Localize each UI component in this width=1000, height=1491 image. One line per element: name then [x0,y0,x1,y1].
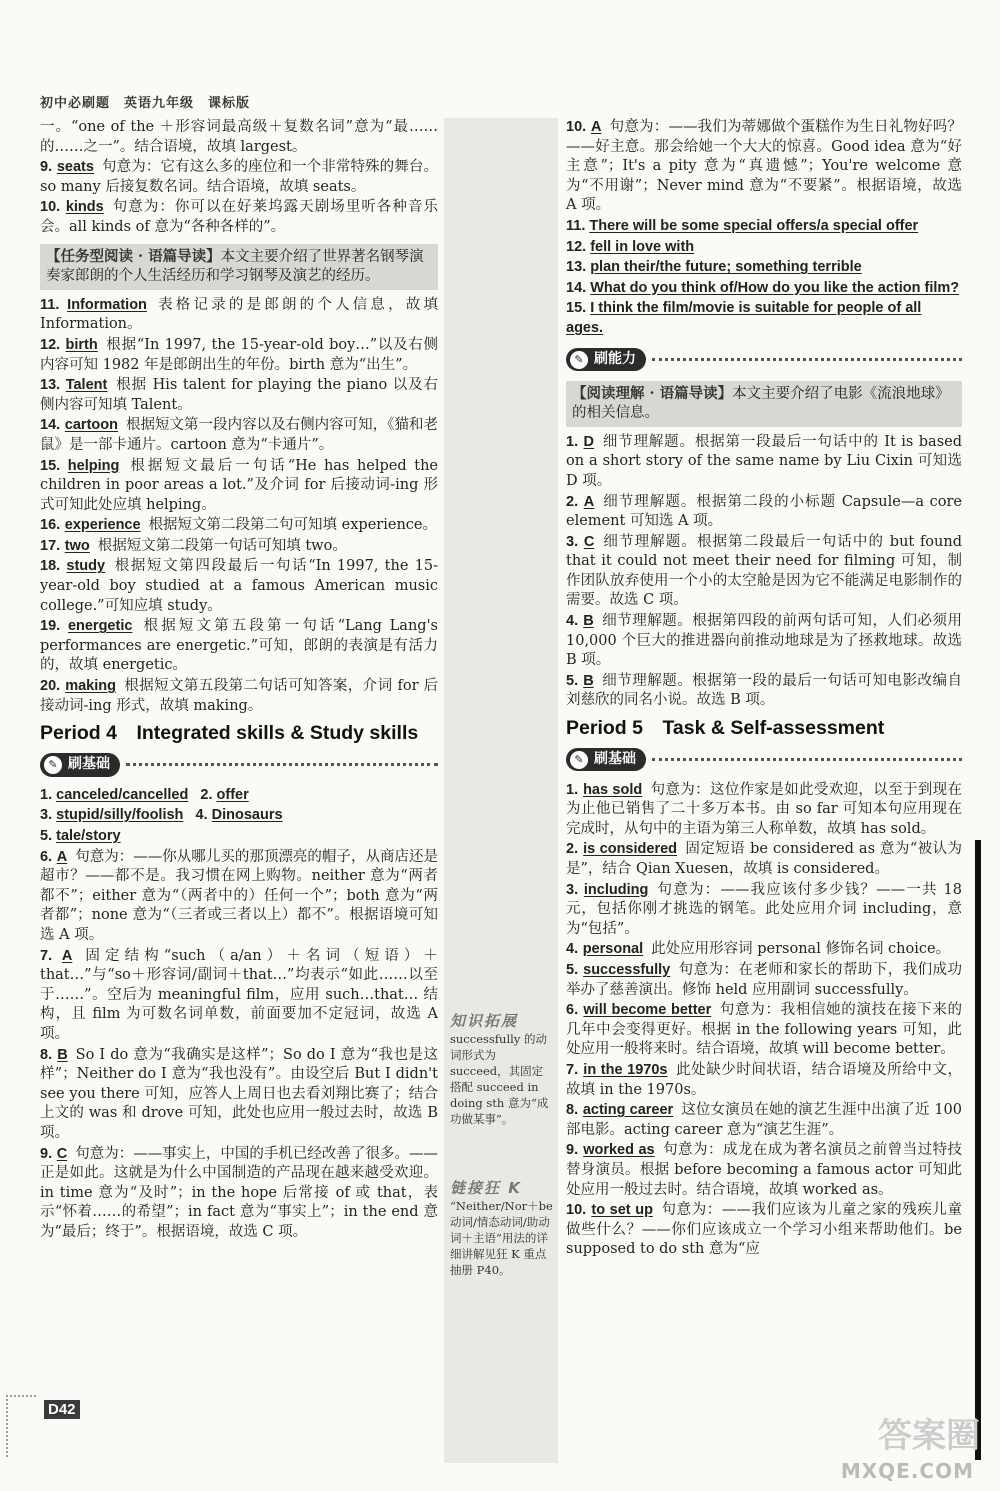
item-answer: making [65,678,116,695]
answer-item [40,376,438,415]
answer-item [40,557,438,616]
section-badge [566,347,962,373]
answer-item [566,1201,962,1260]
item-explanation: 此处应用形容词 personal 修饰名词 choice。 [651,941,951,958]
answer-item [40,296,438,335]
corner-mark [6,1395,36,1457]
item-answer: Talent [65,377,108,394]
item-explanation: 句意为：——你从哪儿买的那顶漂亮的帽子，从商店还是超市？——都不是。我习惯在网上购物。neither 意为“两者都不”；either 意为“（两者中的）任何一个”；both 意为“两者都”；none 意为“（三者或三者以上）都不”。根据语境可知选 A 项。 [40,848,439,943]
item-answer: energetic [67,618,133,635]
badge-label: 刷能力 [594,350,636,367]
tip-text: “Neither/Nor＋be 动词/情态动词/助动词＋主语”用法的详细讲解见狂 K 重点抽册 P40。 [450,1199,553,1277]
answer-item [566,433,962,492]
item-answer: plan their/the future; something terrible [590,259,862,276]
item-answer: C [56,1145,68,1162]
item-number: 15. [566,300,587,317]
item-number: 15. [40,457,61,474]
item-number: 9. [566,1142,579,1159]
item-answer: will become better [583,1002,712,1019]
item-number: 5. [566,672,579,689]
item-answer: offer [216,786,249,803]
period-5-title: Period 5 Task & Self-assessment [566,717,885,740]
item-answer: A [583,493,595,510]
item-number: 4. [195,807,208,824]
answer-item [566,118,962,216]
answer-item [40,158,438,197]
item-number: 16. [40,517,61,534]
answer-item [40,848,438,946]
item-number: 2. [200,786,213,803]
item-answer: A [590,119,602,135]
item-explanation: 根据短文第五段第一句话“Lang Lang's performances are energetic.”可知，郎朗的表演是有活力的，故填 energetic。 [40,618,439,674]
page-edge-bar [975,840,981,1460]
item-answer: kinds [65,199,104,216]
item-answer: stupid/silly/foolish [56,807,184,824]
item-number: 1. [566,433,579,450]
item-number: 1. [566,781,579,798]
item-answer: worked as [583,1142,655,1159]
item-explanation: 此处缺少时间状语，结合语境及所给中文，故填 in the 1970s。 [566,1061,963,1098]
item-explanation: 表格记录的是郎朗的个人信息，故填 Information。 [40,296,439,333]
item-answer: successfully [583,961,671,978]
item-explanation: 根据短文第二段第一句话可知填 two。 [97,537,347,554]
answer-line [566,238,962,258]
page-number: D42 [44,1400,80,1419]
answer-line [40,786,438,806]
answer-item [566,1101,962,1140]
item-number: 10. [40,199,61,216]
answer-item [566,1141,962,1200]
item-number: 7. [566,1061,579,1078]
answer-line [566,279,962,299]
item-answer: I think the film/movie is suitable for people of all ages. [566,300,922,336]
item-answer: What do you think of/How do you like the action film? [590,279,960,296]
item-explanation: 句意为：成龙在成为著名演员之前曾当过特技替身演员。根据 before becoming a famous actor 可知此处应用一般过去时。结合语境，故填 worked as。 [566,1142,963,1198]
item-number: 1. [40,786,53,803]
answer-item [40,1046,438,1144]
item-explanation: 句意为：这位作家是如此受欢迎，以至于到现在为止他已销售了二十多万本书。由 so far 可知本句应用现在完成时，从句中的主语为第三人称单数，故填 has sold。 [566,781,963,837]
item-explanation: 根据短文第二段第二句可知填 experience。 [148,517,437,534]
item-explanation: So I do 意为“我确实是这样”；So do I 意为“我也是这样”；Neither do I 意为“我也没有”。由设空后 But I didn't see you there 可知，应答人上周日也去看刘翔比赛了；结合上文的 was 和 drove 可知，此处也应用一般过去时，故选 B 项。 [40,1046,438,1141]
item-explanation: 根据短文第一段内容以及右侧内容可知，《猫和老鼠》是一部卡通片。cartoon 意为“卡通片”。 [40,417,439,453]
answer-item [566,1001,962,1060]
dotted-divider [126,763,438,766]
item-answer: canceled/cancelled [56,786,189,803]
item-number: 13. [40,377,61,394]
answer-item [40,617,438,676]
item-explanation: 根据短文第四段最后一句话“In 1997, the 15-year-old boy studied at a famous American music college.”可知应填 study。 [40,558,438,614]
item-explanation: 句意为：——我应该付多少钱？——一共 18 元，包括你刚才挑选的钢笔。此处应用介词 including，意为“包括”。 [566,881,962,937]
answer-item [566,612,962,671]
item-number: 12. [40,336,61,353]
answer-item [566,940,962,960]
answer-line [40,827,438,847]
item-explanation: 句意为：——我们应该为儿童之家的残疾儿童做些什么？——你们应该成立一个学习小组来帮助他们。be supposed to do sth 意为“应 [566,1202,963,1258]
item-number: 10. [566,119,587,135]
item-answer: B [583,613,594,630]
item-explanation: 固定结构“such（a/an）＋名词（短语）＋that…”与“so＋形容词/副词＋that…”均表示“如此……以至于……”。空后为 meaningful film，应用 such…that… 结构，且 film 为可数名词单数，前面要加不定冠词，故选 A 项。 [40,947,439,1042]
item-number: 11. [40,296,60,313]
right-column [566,118,962,1261]
item-answer: There will be some special offers/a special offer [589,217,919,234]
watermark-url: MXQE.COM [840,1459,974,1483]
item-answer: including [583,881,649,898]
item-answer: in the 1970s [583,1061,668,1078]
guide-text: 本文主要介绍了世界著名钢琴演奏家郎朗的个人生活经历和学习钢琴及演艺的经历。 [46,248,424,285]
answer-item [40,1145,438,1243]
answer-item [40,457,438,516]
watermark-logo: 答案圈 [878,1416,980,1456]
dotted-divider [652,358,962,361]
page-header: 初中必刷题 英语九年级 课标版 [40,96,251,111]
item-explanation: 这位女演员在她的演艺生涯中出演了近 100 部电影。acting career 意为“演艺生涯”。 [566,1102,962,1138]
item-number: 20. [40,678,61,695]
item-number: 3. [40,807,53,824]
item-answer: fell in love with [590,238,695,255]
answer-line [566,217,962,237]
answer-item [40,677,438,716]
answer-line [566,299,962,338]
item-answer: cartoon [64,417,118,434]
item-explanation: 细节理解题。根据第二段的小标题 Capsule—a core element 可知选 A 项。 [566,493,962,530]
item-answer: Dinosaurs [211,807,283,824]
item-number: 8. [566,1102,579,1119]
item-number: 4. [566,941,579,958]
item-number: 17. [40,537,61,554]
answer-item [566,1061,962,1100]
answer-item [566,533,962,611]
item-answer: has sold [583,781,643,798]
item-answer: A [56,848,68,865]
answer-item [566,781,962,840]
item-number: 5. [566,961,579,978]
guide-box [40,244,438,290]
answer-item [40,516,438,536]
item-number: 3. [566,881,579,898]
answer-item [566,493,962,532]
item-number: 6. [40,848,53,865]
item-explanation: 句意为：——事实上，中国的手机已经改善了很多。——正是如此。这就是为什么中国制造的产品现在越来越受欢迎。in time 意为“及时”；in the hope 后常接 of 或 that，表示“怀着……的希望”；in fact 意为“事实上”；in the end 意为“最后；终于”。根据语境，故选 C 项。 [40,1145,439,1240]
item-number: 9. [40,1145,53,1162]
item-number: 9. [40,159,53,176]
answer-item [40,416,438,455]
item-answer: birth [65,336,98,353]
section-badge [566,747,962,773]
item-answer: experience [64,517,141,534]
item-number: 14. [40,417,61,434]
answer-item [40,198,438,237]
item-answer: personal [582,941,644,958]
item-answer: two [64,537,90,554]
item-explanation: 细节理解题。根据第一段最后一句话中的 It is based on a short story of the same name by Liu Cixin 可知选 D 项。 [566,433,962,489]
item-answer: study [66,558,106,575]
item-answer: C [583,533,595,550]
answer-line [566,258,962,278]
book-icon: ✎ [44,756,62,774]
item-answer: seats [56,159,94,176]
guide-title: 【任务型阅读 · 语篇导读】 [46,247,221,265]
section-badge [40,752,438,778]
item-number: 18. [40,558,61,575]
item-number: 2. [566,841,579,858]
tip-knowledge [450,1013,554,1127]
tip-text: successfully 的动词形式为 succeed，其固定搭配 succeed in doing sth 意为“成功做某事”。 [450,1032,549,1126]
guide-title: 【阅读理解 · 语篇导读】 [572,384,733,402]
item-number: 2. [566,493,579,510]
item-number: 8. [40,1046,53,1063]
item-answer: B [583,672,594,689]
item-answer: Information [67,296,147,313]
intro-text: 一。“one of the ＋形容词最高级＋复数名词”意为“最……的……之一”。结合语境，故填 largest。 [40,119,438,155]
side-notes [444,118,558,1463]
answer-item [566,961,962,1000]
item-explanation: 句意为：它有这么多的座位和一个非常特殊的舞台。so many 后接复数名词。结合语境，故填 seats。 [40,159,439,195]
item-number: 12. [566,238,587,255]
item-answer: is considered [583,841,678,858]
badge-label: 刷基础 [594,750,636,767]
item-number: 4. [566,613,579,630]
item-answer: A [61,947,73,964]
badge-label: 刷基础 [68,756,110,773]
answer-line [40,806,438,826]
item-number: 7. [40,947,53,964]
item-number: 11. [566,217,586,234]
item-answer: B [57,1046,68,1063]
guide-box [566,381,962,427]
item-explanation: 根据短文第五段第二句话可知答案，介词 for 后接动词-ing 形式，故填 making。 [40,678,439,714]
answer-item [566,840,962,879]
item-number: 14. [566,279,587,296]
item-explanation: 根据 His talent for playing the piano 以及右侧内容可知填 Talent。 [40,377,439,413]
left-column [40,118,438,1243]
answer-item [40,336,438,375]
answer-item [566,881,962,940]
period-4-title: Period 4 Integrated skills & Study skills [40,722,419,745]
book-icon: ✎ [570,751,588,769]
book-icon: ✎ [570,351,588,369]
item-number: 13. [566,259,587,276]
dotted-divider [652,758,962,761]
item-number: 5. [40,828,53,844]
item-answer: to set up [591,1202,653,1219]
tip-title: 链接狂 K [450,1179,522,1197]
item-explanation: 句意为：你可以在好莱坞露天剧场里听各种音乐会。all kinds of 意为“各种各样的”。 [40,199,439,235]
answer-item [566,672,962,711]
item-number: 3. [566,533,579,550]
item-number: 6. [566,1002,579,1019]
item-answer: tale/story [56,828,121,844]
item-answer: acting career [582,1102,674,1119]
guide-text: 本文主要介绍了电影《流浪地球》的相关信息。 [572,385,950,422]
answer-item [40,537,438,557]
item-explanation: 句意为：我相信她的演技在接下来的几年中会变得更好。根据 in the following years 可知，此处应用一般将来时。结合语境，故填 will become better。 [566,1002,963,1058]
item-explanation: 固定短语 be considered as 意为“被认为是”，结合 Qian Xuesen，故填 is considered。 [566,841,962,877]
item-explanation: 根据短文最后一句话“He has helped the children in poor areas a lot.”及介词 for 后接动词-ing 形式可知此处应填 helping。 [40,457,439,513]
item-explanation: 细节理解题。根据第二段最后一句话中的 but found that it could not meet their need for filming 可知，制作团队放弃使用一个小的太空舱是因为它不能满足电影制作的需要。故选 C 项。 [566,533,963,609]
item-number: 10. [566,1202,587,1219]
tip-title: 知识拓展 [450,1012,519,1030]
item-explanation: 细节理解题。根据第四段的前两句话可知，人们必须用 10,000 个巨大的推进器向前推动地球是为了拯救地球。故选 B 项。 [566,613,963,669]
item-explanation: 句意为：在老师和家长的帮助下，我们成功举办了慈善演出。修饰 held 应用副词 successfully。 [566,961,962,998]
item-answer: D [583,433,595,450]
item-explanation: 细节理解题。根据第一段的最后一句话可知电影改编自刘慈欣的同名小说。故选 B 项。 [566,672,963,709]
tip-link [450,1180,554,1278]
item-explanation: 句意为：——我们为蒂娜做个蛋糕作为生日礼物好吗？——好主意。那会给她一个大大的惊喜。Good idea 意为“好主意”；It's a pity 意为“真遗憾”；You're welcome 意为“不用谢”；Never mind 意为“不要紧”。根据语境，故选 A 项。 [566,119,963,214]
answer-item [40,947,438,1045]
item-answer: helping [67,457,120,474]
item-number: 19. [40,618,61,635]
item-explanation: 根据“In 1997, the 15-year-old boy…”以及右侧内容可知 1982 年是郎朗出生的年份。birth 意为“出生”。 [40,336,439,373]
